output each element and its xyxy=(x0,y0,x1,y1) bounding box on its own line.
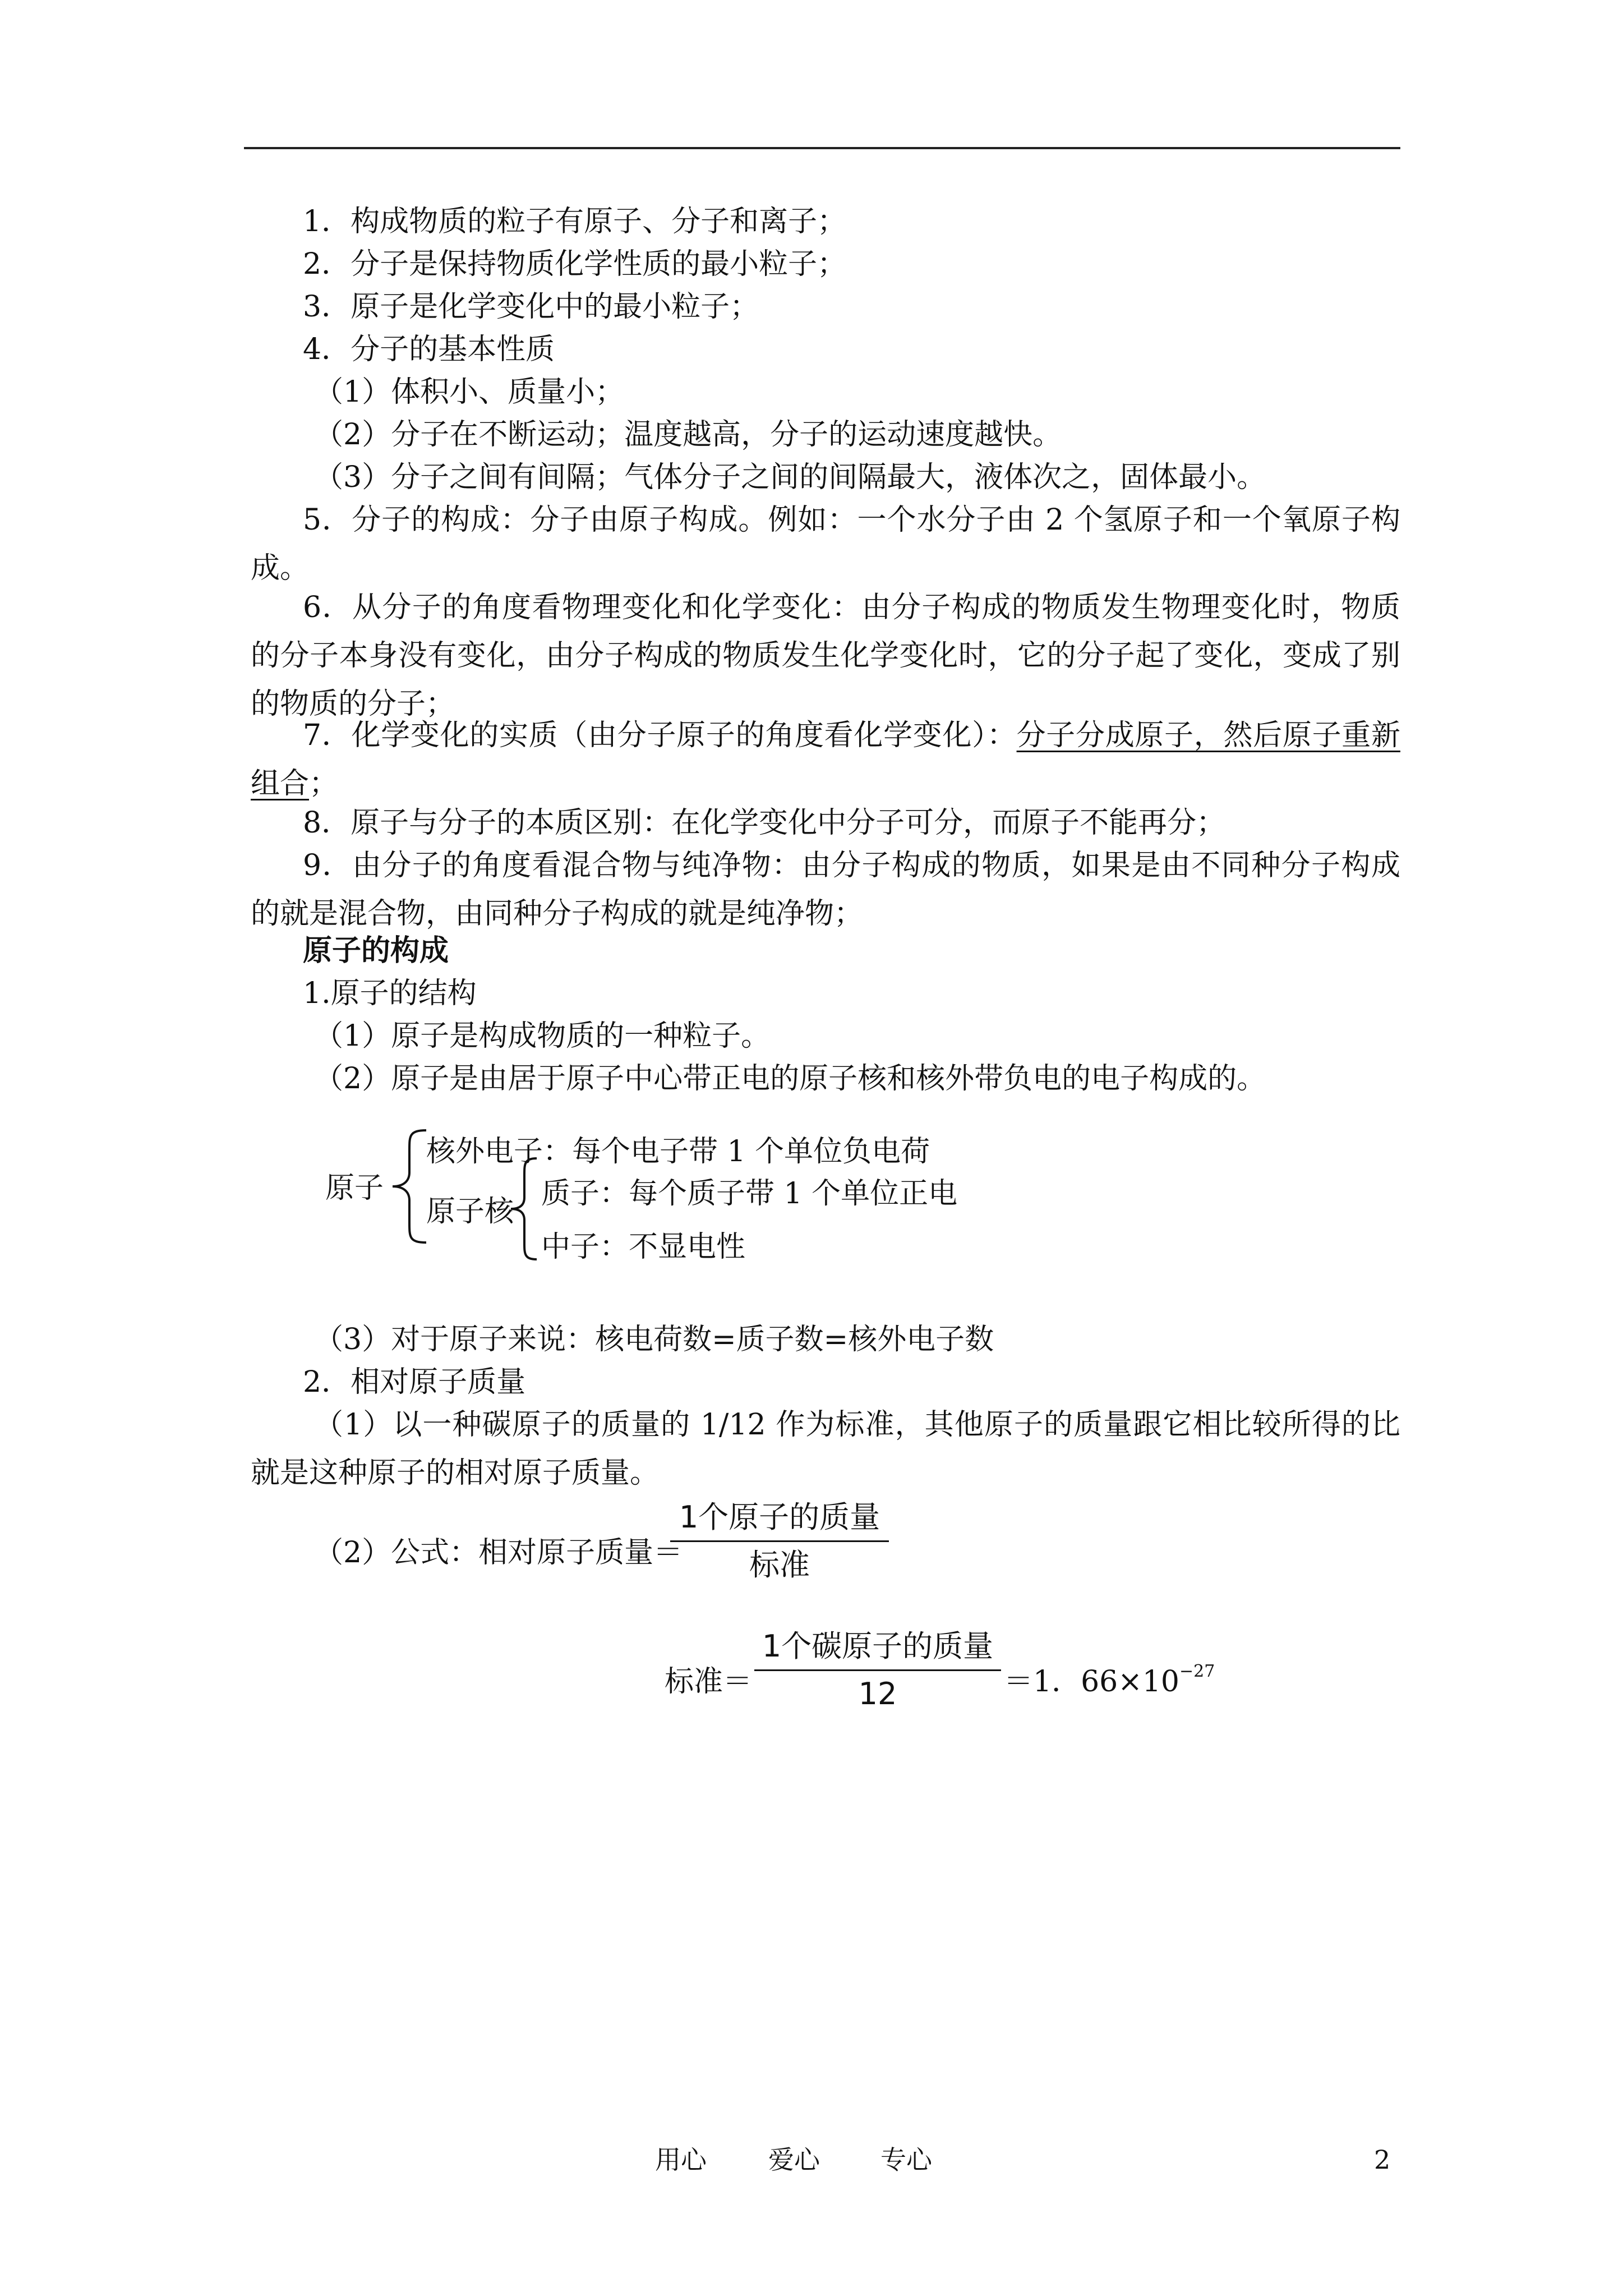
section-1c: （3）对于原子来说：核电荷数=质子数=核外电子数 xyxy=(314,1323,994,1356)
line-2: 2．分子是保持物质化学性质的最小粒子； xyxy=(303,247,847,281)
line-7-suffix: ； xyxy=(309,767,339,800)
diagram-electron: 核外电子：每个电子带 1 个单位负电荷 xyxy=(426,1135,930,1168)
section-2a: （1）以一种碳原子的质量的 1/12 作为标准，其他原子的质量跟它相比较所得的比就是这种原子的相对原子质量。 xyxy=(251,1408,1400,1490)
formula-2-bar xyxy=(754,1669,1001,1671)
line-5: 5．分子的构成：分子由原子构成。例如：一个水分子由 2 个氢原子和一个氧原子构成。 xyxy=(251,503,1400,585)
formula-2-fraction xyxy=(754,1627,1001,1714)
line-4: 4．分子的基本性质 xyxy=(303,333,555,366)
line-6: 6．从分子的角度看物理变化和化学变化：由分子构成的物质发生物理变化时，物质的分子本身没有变化，由分子构成的物质发生化学变化时，它的分子起了变化，变成了别的物质的分子； xyxy=(251,591,1400,721)
brace-inner-icon xyxy=(508,1156,541,1262)
section-1a: （1）原子是构成物质的一种粒子。 xyxy=(314,1019,771,1053)
footer-motto-1: 用心 xyxy=(655,2145,707,2175)
page-number: 2 xyxy=(1374,2145,1391,2175)
section-1: 1.原子的结构 xyxy=(303,977,477,1010)
formula-2-result xyxy=(1004,1662,1215,1701)
formula-1-fraction xyxy=(670,1498,889,1585)
formula-2-numerator: 1个碳原子的质量 xyxy=(762,1628,994,1664)
formula-1-denominator: 标准 xyxy=(749,1547,810,1582)
line-1: 1．构成物质的粒子有原子、分子和离子； xyxy=(303,205,847,238)
footer-motto-3: 专心 xyxy=(880,2145,932,2175)
header-rule xyxy=(244,147,1400,149)
formula-1-label: （2）公式：相对原子质量＝ xyxy=(314,1536,683,1570)
line-7 xyxy=(251,711,1400,808)
section-1b: （2）原子是由居于原子中心带正电的原子核和核外带负电的电子构成的。 xyxy=(314,1062,1266,1096)
diagram-root: 原子 xyxy=(325,1171,384,1205)
formula-2-exponent: −27 xyxy=(1179,1662,1215,1681)
formula-2-label: 标准＝ xyxy=(665,1665,753,1699)
section-heading: 原子的构成 xyxy=(303,934,449,968)
line-9: 9．由分子的角度看混合物与纯净物：由分子构成的物质，如果是由不同种分子构成的就是混合物，由同种分子构成的就是纯净物； xyxy=(251,849,1400,931)
line-4b: （2）分子在不断运动；温度越高，分子的运动速度越快。 xyxy=(314,418,1062,452)
formula-1-bar xyxy=(670,1540,889,1542)
formula-2-result-base: ＝1．66×10 xyxy=(1004,1665,1179,1699)
formula-1-numerator: 1个原子的质量 xyxy=(679,1499,880,1535)
line-8: 8．原子与分子的本质区别：在化学变化中分子可分，而原子不能再分； xyxy=(303,806,1226,840)
diagram-neutron: 中子：不显电性 xyxy=(541,1230,746,1264)
section-2: 2．相对原子质量 xyxy=(303,1365,526,1399)
brace-outer-icon xyxy=(387,1128,432,1245)
line-4a: （1）体积小、质量小； xyxy=(314,375,625,409)
footer-motto-2: 爱心 xyxy=(768,2145,820,2175)
formula-2-denominator: 12 xyxy=(858,1676,897,1711)
line-7-underlined: 分子分成原子，然后原子重新组合 xyxy=(251,719,1400,800)
line-4c: （3）分子之间有间隔；气体分子之间的间隔最大，液体次之，固体最小。 xyxy=(314,461,1266,494)
line-7-prefix: 7．化学变化的实质（由分子原子的角度看化学变化）： xyxy=(303,719,1017,752)
line-3: 3．原子是化学变化中的最小粒子； xyxy=(303,290,759,324)
diagram-proton: 质子：每个质子带 1 个单位正电 xyxy=(541,1177,958,1211)
diagram-nucleus: 原子核 xyxy=(426,1195,514,1228)
